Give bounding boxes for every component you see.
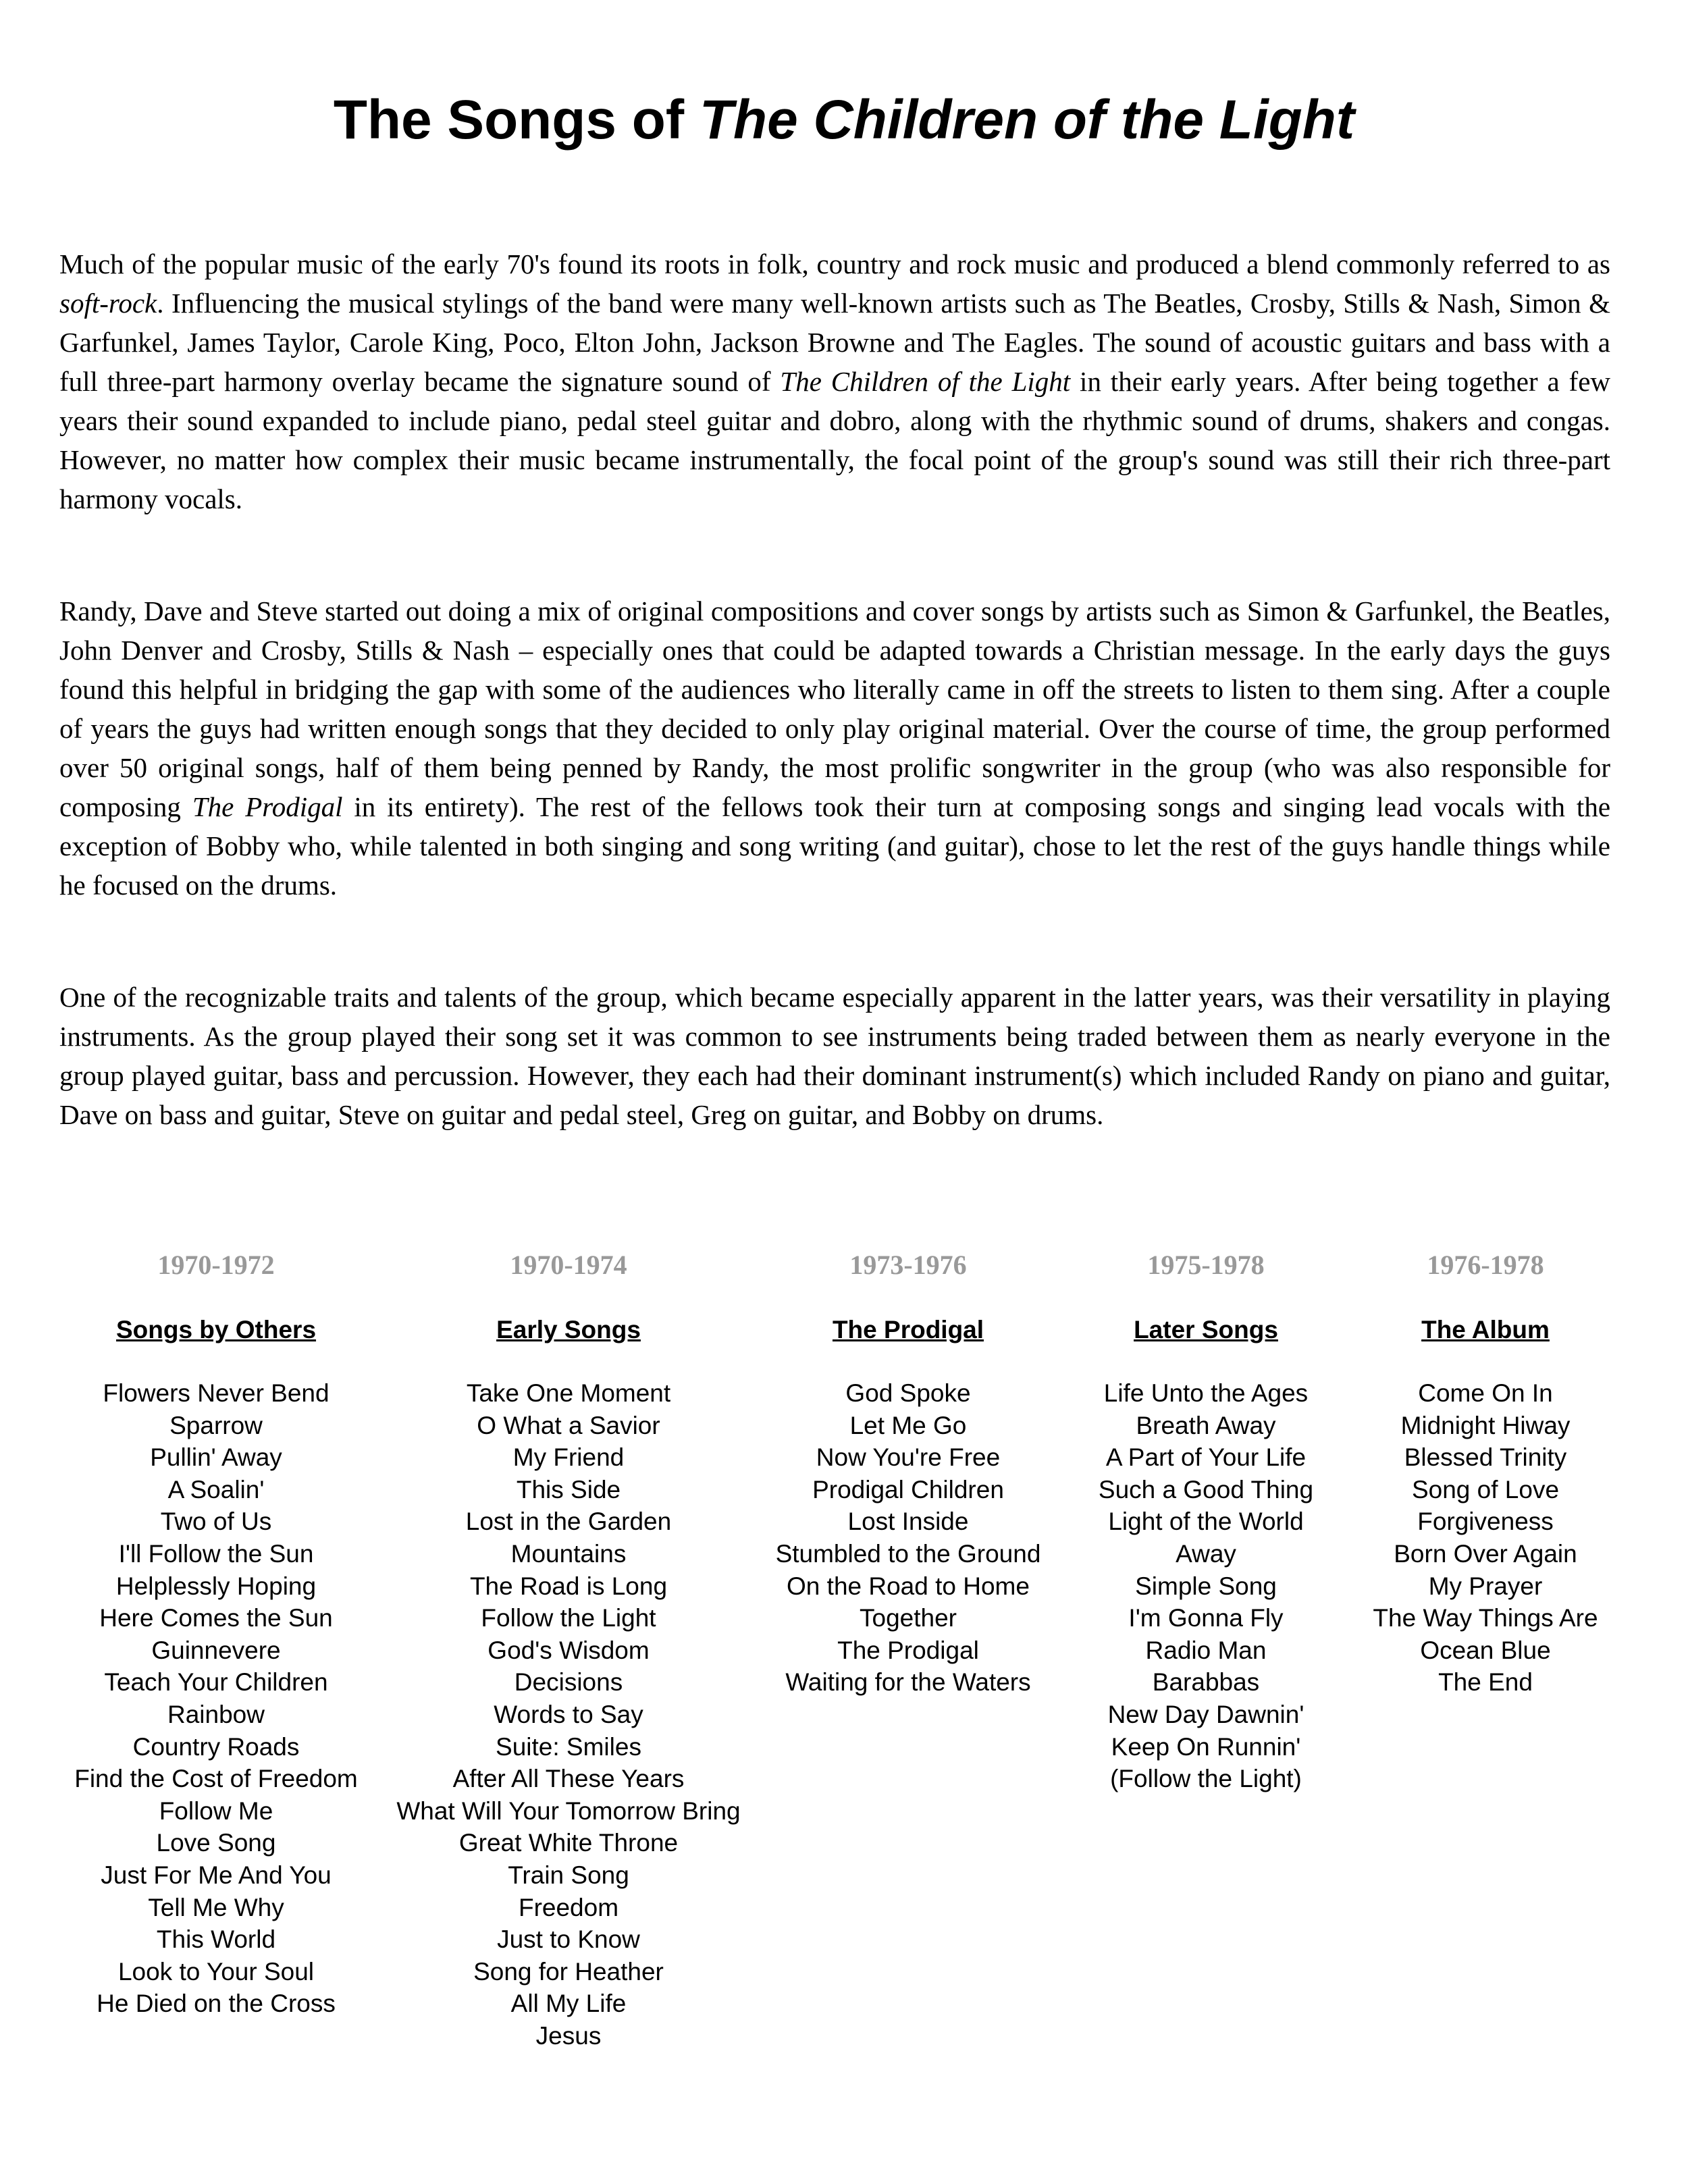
song-title: Jesus bbox=[535, 2021, 602, 2050]
song-list bbox=[27, 1377, 405, 2020]
p2-text-a: Randy, Dave and Steve started out doing a mix of original compositions and cover songs by artists such as Simon & Garfunkel, the Beatles, John Denver and Crosby, Stills & Nash – especially ones that could be adapted towards a Christian message. In the early days the guys found this helpful in bridging the gap with some of the audiences who literally came in off the streets to listen to them sing. After a couple of years the guys had written enough songs that they decided to only play original material. Over the course of time, the group performed over 50 original songs, half of them being penned by Randy, the most prolific songwriter in the group (who was also responsible for composing bbox=[59, 595, 1610, 822]
song-title: Here Comes the Sun bbox=[99, 1604, 333, 1632]
song-title: Midnight Hiway bbox=[1400, 1411, 1571, 1439]
song-title: Forgiveness bbox=[1417, 1508, 1554, 1536]
song-title: Let Me Go bbox=[849, 1411, 967, 1439]
song-title: God's Wisdom bbox=[487, 1636, 650, 1664]
song-title: Keep On Runnin' bbox=[1111, 1732, 1301, 1761]
song-title: Love Song bbox=[156, 1829, 276, 1857]
song-title: Come On In bbox=[1418, 1379, 1553, 1407]
instruments-paragraph: One of the recognizable traits and talents of the group, which became especially apparent in the latter years, was their versatility in playing instruments. As the group played their song set it was common to see instruments being traded between them as nearly everyone in the group played guitar, bass and percussion. However, they each had their dominant instrument(s) which included Randy on piano and guitar, Dave on bass and guitar, Steve on guitar and pedal steel, Greg on guitar, and Bobby on drums. bbox=[59, 982, 1610, 1130]
p1-text-a: Much of the popular music of the early 70's found its roots in folk, country and rock music and produced a blend commonly referred to as bbox=[59, 248, 1610, 279]
song-title: Light of the World bbox=[1108, 1508, 1304, 1536]
song-title: Song of Love bbox=[1411, 1475, 1560, 1503]
column-years: 1970-1974 bbox=[510, 1250, 627, 1280]
song-title: On the Road to Home bbox=[787, 1572, 1030, 1600]
song-title: A Soalin' bbox=[167, 1475, 265, 1503]
song-title: Simple Song bbox=[1135, 1572, 1277, 1600]
song-title: (Follow the Light) bbox=[1110, 1765, 1302, 1793]
song-title: After All These Years bbox=[452, 1765, 685, 1793]
song-title: O What a Savior bbox=[477, 1411, 660, 1439]
song-title: Follow the Light bbox=[481, 1604, 656, 1632]
p2-prodigal: The Prodigal bbox=[192, 791, 343, 822]
song-title: Look to Your Soul bbox=[117, 1957, 315, 1986]
intro-paragraph bbox=[59, 244, 1610, 518]
song-title: Radio Man bbox=[1145, 1636, 1267, 1664]
song-title: Country Roads bbox=[132, 1732, 300, 1761]
song-title: Sparrow bbox=[169, 1411, 263, 1439]
p1-text-e: in their early years. After being together a few years their sound expanded to include piano, pedal steel guitar and dobro, along with the rhythmic sound of drums, shakers and congas. However, no matter how complex their music became instrumentally, the focal point of the group's sound was still their rich three-part harmony vocals. bbox=[59, 366, 1610, 514]
song-title: The Road is Long bbox=[469, 1572, 668, 1600]
song-title: Take One Moment bbox=[466, 1379, 671, 1407]
p2-text-c: in its entirety). The rest of the fellows took their turn at composing songs and singing lead vocals with the exception of Bobby who, while talented in both singing and song writing (and guitar), chose to let the rest of the guys handle things while he focused on the drums. bbox=[59, 791, 1611, 901]
song-title: Barabbas bbox=[1152, 1668, 1260, 1697]
song-title: All My Life bbox=[510, 1990, 627, 2018]
song-title: A Part of Your Life bbox=[1105, 1443, 1307, 1472]
song-title: The End bbox=[1438, 1668, 1533, 1697]
song-title: Song for Heather bbox=[473, 1957, 664, 1986]
song-title: New Day Dawnin' bbox=[1107, 1700, 1304, 1728]
column-heading: Early Songs bbox=[496, 1316, 641, 1343]
song-title: Just to Know bbox=[497, 1925, 640, 1954]
song-column-early bbox=[379, 1246, 758, 2052]
song-title: Rainbow bbox=[167, 1700, 265, 1728]
song-title: This World bbox=[156, 1925, 276, 1954]
song-title: My Prayer bbox=[1428, 1572, 1543, 1600]
song-title: What Will Your Tomorrow Bring bbox=[396, 1796, 741, 1825]
column-years: 1970-1972 bbox=[157, 1250, 275, 1280]
song-title: Flowers Never Bend bbox=[103, 1379, 329, 1407]
song-title: Such a Good Thing bbox=[1098, 1475, 1314, 1503]
song-title: Lost Inside bbox=[847, 1508, 969, 1536]
song-title: I'm Gonna Fly bbox=[1128, 1604, 1284, 1632]
song-title: God Spoke bbox=[845, 1379, 971, 1407]
song-title: My Friend bbox=[512, 1443, 625, 1472]
song-title: Words to Say bbox=[494, 1700, 643, 1728]
column-heading: Later Songs bbox=[1134, 1316, 1278, 1343]
song-title: Ocean Blue bbox=[1420, 1636, 1551, 1664]
column-heading: Songs by Others bbox=[115, 1316, 317, 1343]
song-title: Tell Me Why bbox=[148, 1893, 284, 1921]
song-title: Blessed Trinity bbox=[1404, 1443, 1567, 1472]
song-list bbox=[379, 1377, 758, 2052]
p1-text-c: . Influencing the musical stylings of the band were many well-known artists such as The Beatles, Crosby, Stills & Nash, Simon & Garfunkel, James Taylor, Carole King, Poco, Elton John, Jackson Browne and The Eagles. The sound of acoustic guitars and bass with a full three-part harmony overlay became the signature sound of bbox=[59, 288, 1610, 397]
p1-soft-rock: soft-rock bbox=[59, 288, 157, 319]
song-title: He Died on the Cross bbox=[97, 1990, 336, 2018]
song-title: Away bbox=[1176, 1539, 1236, 1568]
song-title: Guinnevere bbox=[151, 1636, 281, 1664]
song-title: Now You're Free bbox=[816, 1443, 1001, 1472]
song-title: Lost in the Garden bbox=[465, 1508, 672, 1536]
song-title: Pullin' Away bbox=[150, 1443, 282, 1472]
song-title: Life Unto the Ages bbox=[1103, 1379, 1309, 1407]
song-title: The Prodigal bbox=[837, 1636, 979, 1664]
title-band-name: The Children of the Light bbox=[699, 89, 1355, 151]
column-years: 1976-1978 bbox=[1427, 1250, 1544, 1280]
song-title: Mountains bbox=[510, 1539, 627, 1568]
song-title: Stumbled to the Ground bbox=[775, 1539, 1041, 1568]
song-title: Helplessly Hoping bbox=[115, 1572, 317, 1600]
song-title: This Side bbox=[516, 1475, 621, 1503]
song-title: Find the Cost of Freedom bbox=[74, 1765, 358, 1793]
title-prefix: The Songs of bbox=[333, 89, 700, 151]
column-years: 1973-1976 bbox=[849, 1250, 967, 1280]
song-title: Born Over Again bbox=[1394, 1539, 1577, 1568]
song-title: Decisions bbox=[514, 1668, 623, 1697]
song-title: Suite: Smiles bbox=[496, 1732, 641, 1761]
song-title: Prodigal Children bbox=[812, 1475, 1004, 1503]
song-column-others bbox=[27, 1246, 405, 2020]
p1-band-name: The Children of the Light bbox=[780, 366, 1071, 397]
song-title: Follow Me bbox=[159, 1796, 273, 1825]
song-column-album bbox=[1296, 1246, 1674, 1699]
song-title: Two of Us bbox=[160, 1508, 272, 1536]
song-title: Train Song bbox=[508, 1861, 629, 1889]
column-heading: The Prodigal bbox=[832, 1316, 984, 1343]
song-title: Great White Throne bbox=[458, 1829, 679, 1857]
column-heading: The Album bbox=[1421, 1316, 1550, 1343]
column-years: 1975-1978 bbox=[1147, 1250, 1265, 1280]
song-title: I'll Follow the Sun bbox=[118, 1539, 314, 1568]
song-title: The Way Things Are bbox=[1373, 1604, 1598, 1632]
song-title: Breath Away bbox=[1136, 1411, 1276, 1439]
page-title bbox=[0, 86, 1688, 154]
song-title: Just For Me And You bbox=[101, 1861, 332, 1889]
song-title: Teach Your Children bbox=[104, 1668, 328, 1697]
song-list bbox=[1296, 1377, 1674, 1699]
song-title: Waiting for the Waters bbox=[785, 1668, 1031, 1697]
song-title: Together bbox=[860, 1604, 957, 1632]
song-title: Freedom bbox=[518, 1893, 619, 1921]
history-paragraph bbox=[59, 591, 1610, 905]
